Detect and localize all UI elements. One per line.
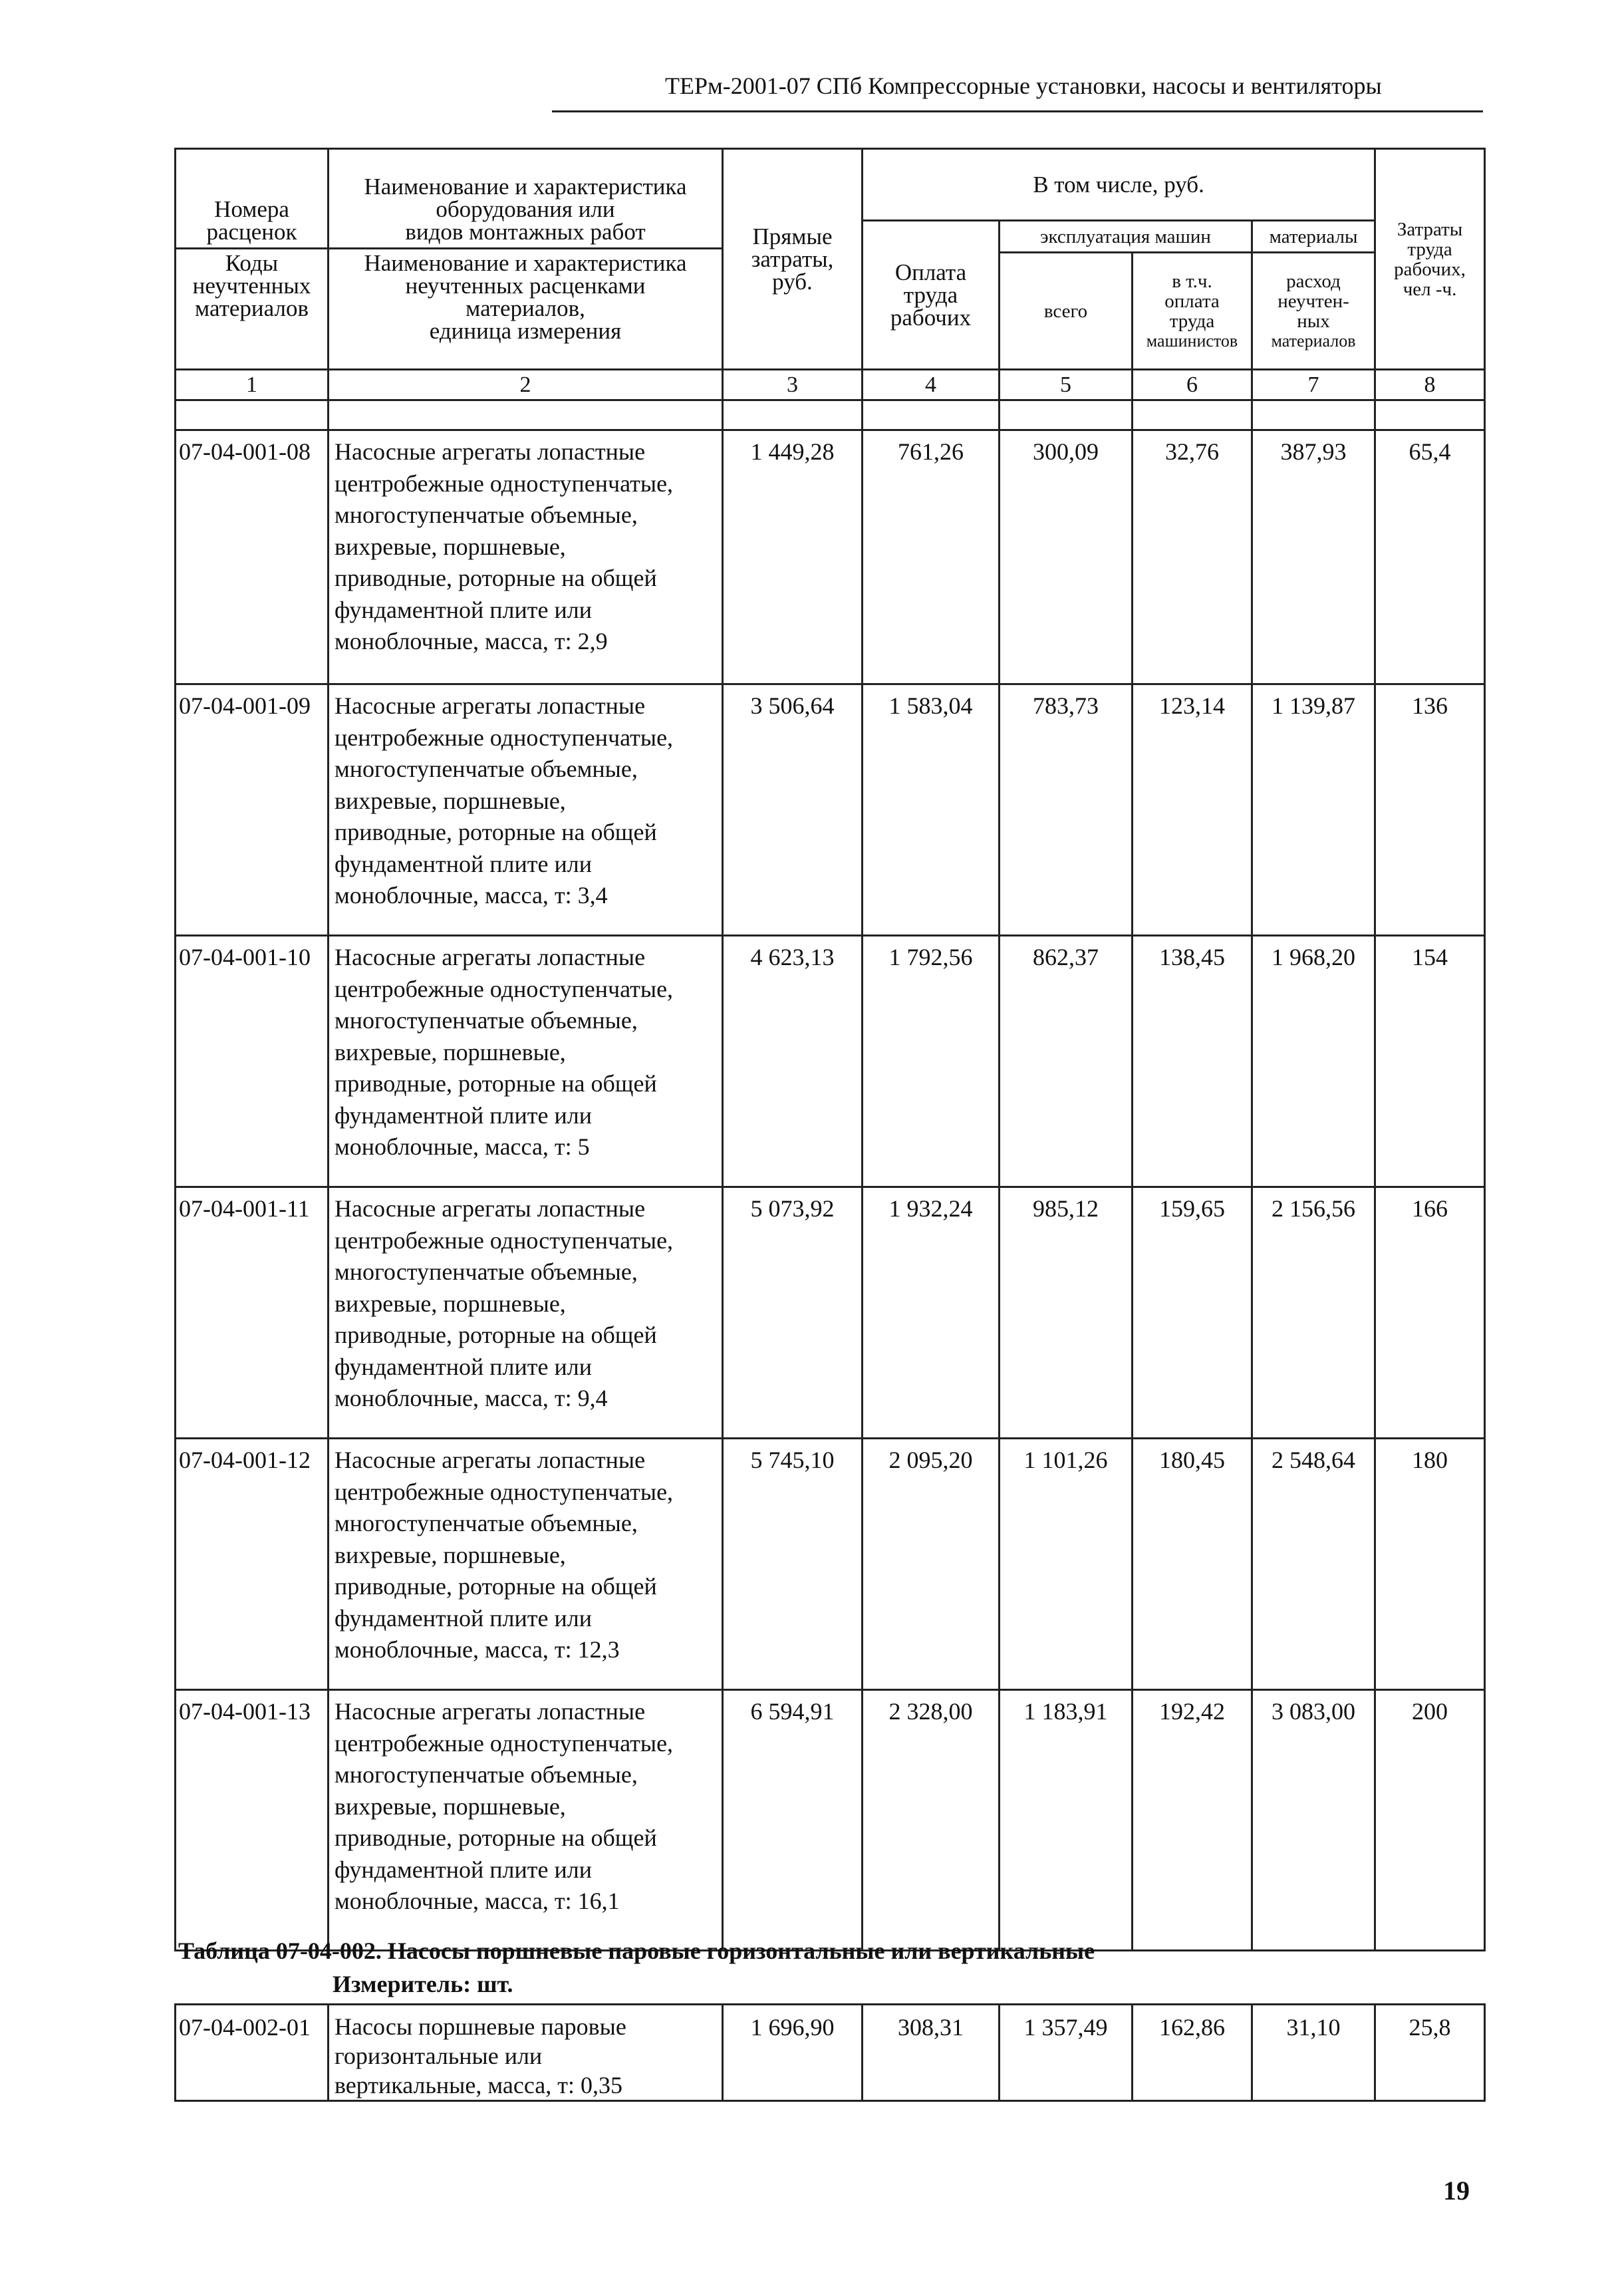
table-measure-unit: Измеритель: шт. [333,1971,513,1997]
machine-total: 1 183,91 [1000,1690,1133,1951]
rate-name-line: вихревые, поршневые, [335,1541,566,1568]
machine-operator-pay: 32,76 [1133,430,1252,684]
machine-total: 300,09 [1000,430,1133,684]
rate-name-line: приводные, роторные на общей [335,1322,657,1348]
rate-name [329,936,723,1187]
document-header-title: ТЕРм-2001-07 СПб Компрессорные установки, насосы и вентиляторы [665,72,1382,99]
labor-hours: 25,8 [1375,2005,1485,2101]
rate-code: 07-04-001-09 [176,684,329,936]
rate-name-line: многоступенчатые объемные, [335,756,638,782]
header-col-mach-total: всего [1000,253,1133,370]
table-row [176,1187,1485,1439]
column-number: 8 [1375,370,1485,400]
direct-cost: 1 696,90 [723,2005,863,2101]
header-col-direct: Прямые затраты, руб. [723,149,863,370]
labor-pay: 1 792,56 [863,936,1000,1187]
column-number: 1 [176,370,329,400]
spacer-row [176,400,1485,430]
machine-operator-pay: 138,45 [1133,936,1252,1187]
rate-name-line: центробежные одноступенчатые, [335,1226,674,1254]
machine-operator-pay: 162,86 [1133,2005,1252,2101]
materials-cost: 387,93 [1252,430,1375,684]
header-rule [552,110,1483,112]
rate-name-line: моноблочные, масса, т: 3,4 [335,882,608,909]
rate-name-line: моноблочные, масса, т: 12,3 [335,1636,620,1663]
spacer-cell [1133,400,1252,430]
spacer-cell [1375,400,1485,430]
rate-name-line: центробежные одноступенчатые, [335,975,674,1002]
rate-code: 07-04-001-13 [176,1690,329,1951]
rate-name-line: многоступенчатые объемные, [335,1258,638,1285]
machine-total: 862,37 [1000,936,1133,1187]
rate-name-line: фундаментной плите или [335,1604,592,1632]
rates-table-2 [174,2003,1486,2102]
rate-name-line: приводные, роторные на общей [335,565,657,591]
rate-name-line: вихревые, поршневые, [335,533,566,560]
labor-pay: 1 583,04 [863,684,1000,936]
header-col-hours: Затраты труда рабочих, чел -ч. [1375,149,1485,370]
rate-name-line: вихревые, поршневые, [335,1793,566,1820]
rate-name-line: фундаментной плите или [335,1856,592,1883]
direct-cost: 5 745,10 [723,1439,863,1690]
rate-name-line: Насосные агрегаты лопастные [335,1195,646,1222]
labor-pay: 308,31 [863,2005,1000,2101]
rate-name-line: приводные, роторные на общей [335,819,657,845]
labor-hours: 136 [1375,684,1485,936]
rate-name-line: моноблочные, масса, т: 9,4 [335,1385,608,1411]
rate-name-line: фундаментной плите или [335,596,592,623]
materials-cost: 1 968,20 [1252,936,1375,1187]
rate-code: 07-04-001-11 [176,1187,329,1439]
rate-name [329,684,723,936]
header-col-labor: Оплата труда рабочих [863,221,1000,370]
header-col-mach-labor: в т.ч. оплата труда машинистов [1133,253,1252,370]
rate-name-line: фундаментной плите или [335,850,592,877]
column-number: 4 [863,370,1000,400]
rate-name-line: многоступенчатые объемные, [335,1007,638,1034]
labor-hours: 154 [1375,936,1485,1187]
header-col-materials: расход неучтен- ных материалов [1252,253,1375,370]
rate-name-line: приводные, роторные на общей [335,1573,657,1600]
rate-name-line: Насосные агрегаты лопастные [335,438,646,465]
rate-name [329,1439,723,1690]
rate-code: 07-04-001-12 [176,1439,329,1690]
rate-name-line: многоступенчатые объемные, [335,502,638,528]
table-row [176,684,1485,936]
rate-code: 07-04-001-10 [176,936,329,1187]
rate-name-line: вихревые, поршневые, [335,1290,566,1317]
column-number: 2 [329,370,723,400]
page-number: 19 [1443,2176,1470,2206]
rate-name-line: центробежные одноступенчатые, [335,1729,674,1757]
spacer-cell [723,400,863,430]
labor-hours: 180 [1375,1439,1485,1690]
table-row [176,936,1485,1187]
rate-name-line: вихревые, поршневые, [335,787,566,814]
table-row [176,430,1485,684]
rate-name [329,1187,723,1439]
materials-cost: 2 548,64 [1252,1439,1375,1690]
spacer-cell [1252,400,1375,430]
rate-name-line: Насосные агрегаты лопастные [335,944,646,970]
table-caption: Таблица 07-04-002. Насосы поршневые паровые горизонтальные или вертикальные [178,1937,1095,1964]
rate-name-line: Насосные агрегаты лопастные [335,1447,646,1473]
rate-code: 07-04-001-08 [176,430,329,684]
spacer-cell [863,400,1000,430]
header-group-materials: материалы [1252,221,1375,253]
rate-name-line: центробежные одноступенчатые, [335,470,674,497]
table-row [176,1439,1485,1690]
rate-name [329,430,723,684]
rate-name-line: Насосные агрегаты лопастные [335,1698,646,1725]
direct-cost: 6 594,91 [723,1690,863,1951]
rate-name-line: приводные, роторные на общей [335,1070,657,1097]
spacer-cell [176,400,329,430]
labor-hours: 166 [1375,1187,1485,1439]
table-row [176,2005,1485,2101]
rate-name-line: фундаментной плите или [335,1353,592,1380]
column-header-table [174,148,1486,401]
rate-name-line: приводные, роторные на общей [335,1824,657,1851]
rate-name-line: моноблочные, масса, т: 5 [335,1133,590,1160]
direct-cost: 1 449,28 [723,430,863,684]
machine-total: 985,12 [1000,1187,1133,1439]
column-number: 3 [723,370,863,400]
materials-cost: 2 156,56 [1252,1187,1375,1439]
spacer-cell [1000,400,1133,430]
header-col-code: Номера расценок Коды неучтенных материалов [176,149,329,370]
machine-operator-pay: 123,14 [1133,684,1252,936]
direct-cost: 5 073,92 [723,1187,863,1439]
direct-cost: 3 506,64 [723,684,863,936]
labor-hours: 65,4 [1375,430,1485,684]
rate-name-line: центробежные одноступенчатые, [335,724,674,751]
machine-operator-pay: 159,65 [1133,1187,1252,1439]
rates-table [174,399,1486,1951]
rate-name-line: многоступенчатые объемные, [335,1761,638,1788]
labor-hours: 200 [1375,1690,1485,1951]
materials-cost: 31,10 [1252,2005,1375,2101]
column-number: 6 [1133,370,1252,400]
direct-cost: 4 623,13 [723,936,863,1187]
rate-name-line: моноблочные, масса, т: 2,9 [335,628,608,654]
machine-operator-pay: 180,45 [1133,1439,1252,1690]
materials-cost: 3 083,00 [1252,1690,1375,1951]
spacer-cell [329,400,723,430]
materials-cost: 1 139,87 [1252,684,1375,936]
rate-code: 07-04-002-01 [176,2005,329,2101]
machine-total: 1 357,49 [1000,2005,1133,2101]
column-number: 7 [1252,370,1375,400]
column-number: 5 [1000,370,1133,400]
rate-name-line: вихревые, поршневые, [335,1038,566,1066]
rate-name-line: фундаментной плите или [335,1101,592,1129]
rate-name [329,1690,723,1951]
rate-name: Насосы поршневые паровые горизонтальные или вертикальные, масса, т: 0,35 [329,2005,723,2101]
rate-name-line: центробежные одноступенчатые, [335,1478,674,1505]
machine-total: 783,73 [1000,684,1133,936]
machine-operator-pay: 192,42 [1133,1690,1252,1951]
rate-name-line: Насосные агрегаты лопастные [335,692,646,719]
machine-total: 1 101,26 [1000,1439,1133,1690]
table-row [176,1690,1485,1951]
rate-name-line: моноблочные, масса, т: 16,1 [335,1888,620,1914]
rate-name-line: многоступенчатые объемные, [335,1510,638,1536]
labor-pay: 2 328,00 [863,1690,1000,1951]
labor-pay: 761,26 [863,430,1000,684]
header-col-name: Наименование и характеристика оборудования или видов монтажных работ Наименование и характеристика неучтенных расценками материалов, единица измерения [329,149,723,370]
header-group-including: В том числе, руб. [863,149,1375,221]
labor-pay: 2 095,20 [863,1439,1000,1690]
labor-pay: 1 932,24 [863,1187,1000,1439]
header-group-machines: эксплуатация машин [1000,221,1252,253]
